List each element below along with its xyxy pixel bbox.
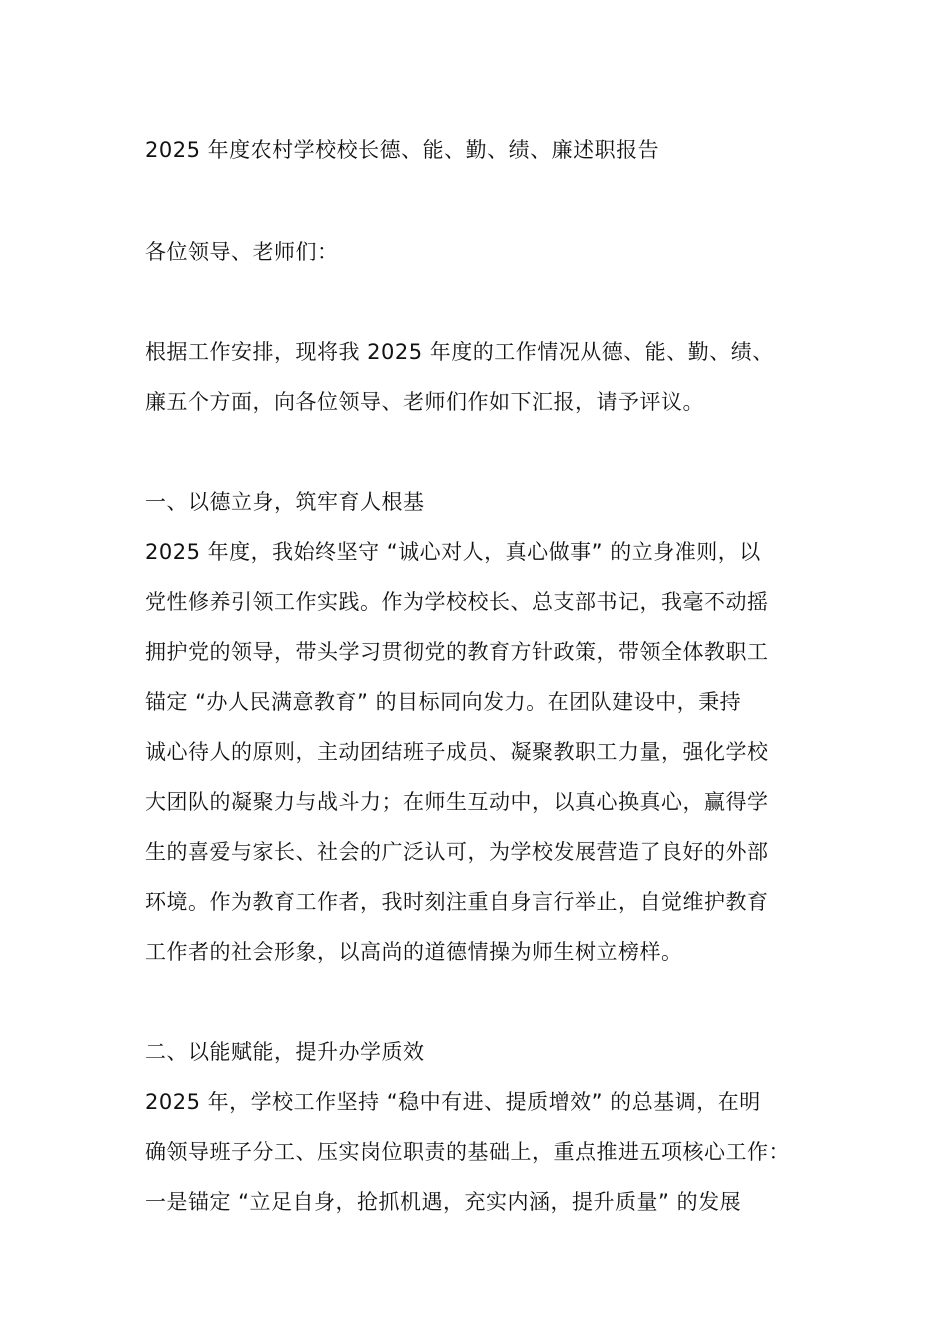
paragraph-line: 一是锚定 “立足自身，抢抓机遇，充实内涵，提升质量” 的发展: [145, 1190, 742, 1214]
paragraph-line: 环境。作为教育工作者，我时刻注重自身言行举止，自觉维护教育: [145, 890, 769, 914]
section-heading: 二、以能赋能，提升办学质效: [145, 1040, 425, 1064]
paragraph-line: 工作者的社会形象，以高尚的道德情操为师生树立榜样。: [145, 940, 683, 964]
paragraph-line: 大团队的凝聚力与战斗力；在师生互动中，以真心换真心，赢得学: [145, 790, 769, 814]
paragraph-line: 党性修养引领工作实践。作为学校校长、总支部书记，我毫不动摇: [145, 590, 769, 614]
document-title: 2025 年度农村学校校长德、能、勤、绩、廉述职报告: [145, 138, 660, 162]
intro-line: 根据工作安排，现将我 2025 年度的工作情况从德、能、勤、绩、: [145, 340, 774, 364]
paragraph-line: 生的喜爱与家长、社会的广泛认可，为学校发展营造了良好的外部: [145, 840, 769, 864]
salutation: 各位领导、老师们：: [145, 240, 339, 264]
paragraph-line: 2025 年，学校工作坚持 “稳中有进、提质增效” 的总基调，在明: [145, 1090, 761, 1114]
section-heading: 一、以德立身，筑牢育人根基: [145, 490, 425, 514]
paragraph-line: 锚定 “办人民满意教育” 的目标同向发力。在团队建设中，秉持: [145, 690, 742, 714]
paragraph-line: 诚心待人的原则，主动团结班子成员、凝聚教职工力量，强化学校: [145, 740, 769, 764]
paragraph-line: 拥护党的领导，带头学习贯彻党的教育方针政策，带领全体教职工: [145, 640, 769, 664]
intro-line: 廉五个方面，向各位领导、老师们作如下汇报，请予评议。: [145, 390, 704, 414]
paragraph-line: 确领导班子分工、压实岗位职责的基础上，重点推进五项核心工作：: [145, 1140, 790, 1164]
paragraph-line: 2025 年度，我始终坚守 “诚心对人，真心做事” 的立身准则，以: [145, 540, 761, 564]
